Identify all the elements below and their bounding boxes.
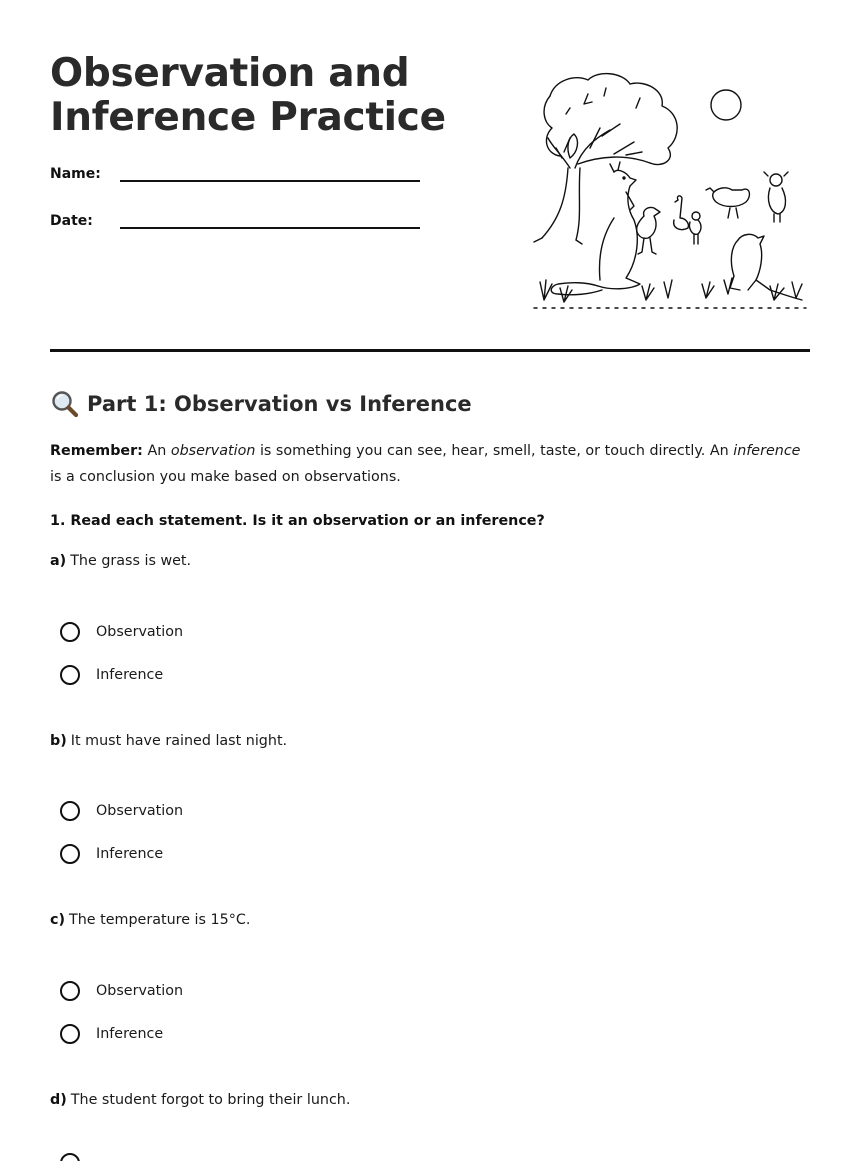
statement-a [50, 553, 191, 569]
option-label: Observation [96, 624, 184, 640]
radio-button[interactable] [60, 665, 80, 685]
statement-text: The grass is wet. [70, 553, 192, 569]
statement-text: The student forgot to bring their lunch. [70, 1092, 351, 1108]
statement-letter: a) [50, 553, 67, 569]
statement-text: It must have rained last night. [70, 733, 288, 749]
emu-icon [706, 188, 749, 218]
radio-button[interactable] [60, 1153, 80, 1161]
option-c-inference[interactable] [60, 1021, 163, 1047]
remember-note [50, 438, 810, 490]
option-b-inference[interactable] [60, 841, 163, 867]
goose-icon [674, 196, 689, 230]
name-field[interactable] [120, 180, 420, 182]
date-label: Date: [50, 213, 93, 229]
option-d-observation[interactable] [60, 1150, 183, 1161]
radio-button[interactable] [60, 981, 80, 1001]
radio-button[interactable] [60, 801, 80, 821]
statement-d [50, 1092, 350, 1108]
inference-term: inference [733, 443, 801, 459]
option-label: Inference [96, 1026, 164, 1042]
option-label: Observation [96, 803, 184, 819]
radio-button[interactable] [60, 1024, 80, 1044]
section-title: Part 1: Observation vs Inference [87, 392, 472, 416]
remember-text-2: is something you can see, hear, smell, taste, or touch directly. An [259, 443, 729, 459]
title-line-1: Observation and [50, 51, 410, 96]
owl-icon [764, 172, 788, 222]
page-title [50, 52, 446, 140]
statement-b [50, 733, 287, 749]
sun-icon [711, 90, 741, 120]
section-divider [50, 349, 810, 352]
option-a-inference[interactable] [60, 662, 163, 688]
option-label: Inference [96, 667, 164, 683]
option-c-observation[interactable] [60, 978, 183, 1004]
question-title: 1. Read each statement. Is it an observation or an inference? [50, 513, 545, 529]
remember-text-3: is a conclusion you make based on observations. [50, 469, 401, 485]
remember-label: Remember: [50, 443, 143, 459]
option-b-observation[interactable] [60, 798, 183, 824]
option-label: Inference [96, 846, 164, 862]
magnifying-glass-icon [50, 389, 80, 419]
small-bird-icon [689, 212, 701, 244]
date-field[interactable] [120, 227, 420, 229]
date-field-row [50, 213, 430, 239]
statement-letter: b) [50, 733, 67, 749]
statement-letter: c) [50, 912, 66, 928]
radio-button[interactable] [60, 844, 80, 864]
statement-letter: d) [50, 1092, 67, 1108]
name-field-row [50, 166, 430, 192]
radio-button[interactable] [60, 622, 80, 642]
statement-c [50, 912, 250, 928]
outback-animals-illustration [530, 68, 810, 313]
statement-text: The temperature is 15°C. [69, 912, 251, 928]
bird-icon [637, 207, 660, 254]
kangaroo-icon [551, 162, 640, 295]
kangaroo-right-icon [730, 234, 802, 300]
observation-term: observation [170, 443, 256, 459]
section-heading [50, 388, 472, 420]
name-label: Name: [50, 166, 101, 182]
option-label: Observation [96, 983, 184, 999]
remember-text-1: An [147, 443, 167, 459]
title-line-2: Inference Practice [50, 95, 446, 140]
option-a-observation[interactable] [60, 619, 183, 645]
